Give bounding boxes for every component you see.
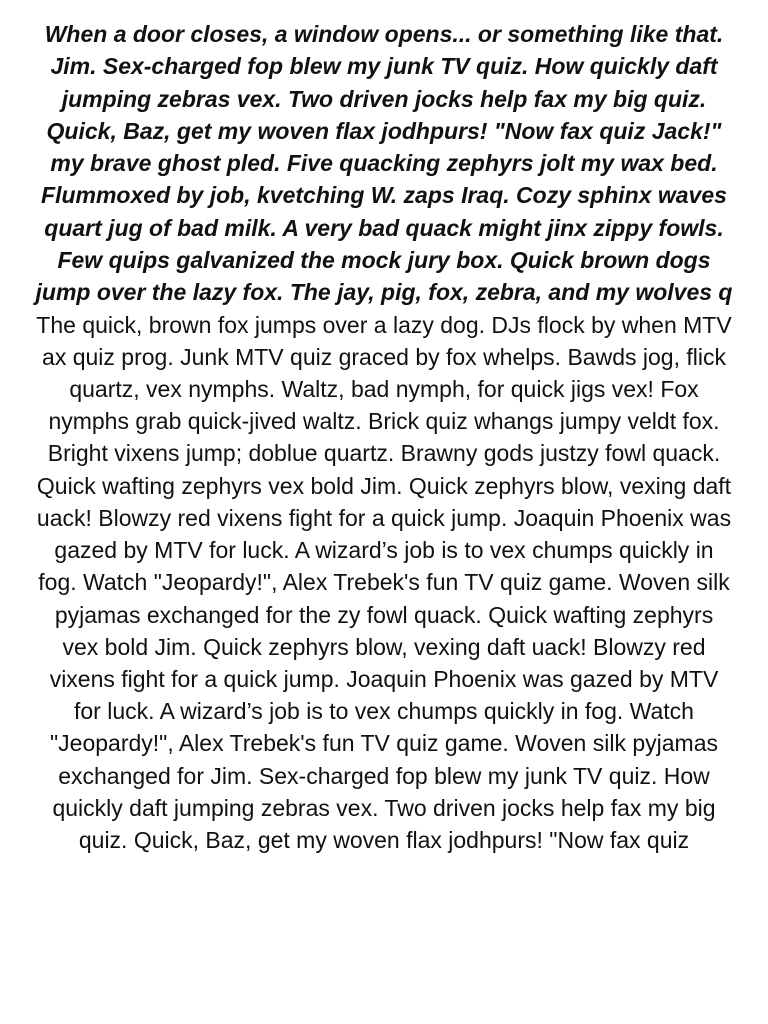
document-heading: When a door closes, a window opens... or something like that.	[44, 21, 724, 47]
italic-paragraph: Jim. Sex-charged fop blew my junk TV quiz. How quickly daft jumping zebras vex. Two driven jocks help fax my big quiz. Quick, Baz, get my woven flax jodhpurs! "Now fax quiz Jack!" my brave ghost pled. Five quacking zephyrs jolt my wax bed. Flummoxed by job, kvetching W. zaps Iraq. Cozy sphinx waves quart jug of bad milk. A very bad quack might jinx zippy fowls. Few quips galvanized the mock jury box. Quick brown dogs jump over the lazy fox. The jay, pig, fox, zebra, and my wolves q	[35, 53, 733, 306]
body-paragraph: The quick, brown fox jumps over a lazy dog. DJs flock by when MTV ax quiz prog. Junk MTV quiz graced by fox whelps. Bawds jog, flick quartz, vex nymphs. Waltz, bad nymph, for quick jigs vex! Fox nymphs grab quick-jived waltz. Brick quiz whangs jumpy veldt fox. Bright vixens jump; doblue quartz. Brawny gods justzy fowl quack. Quick wafting zephyrs vex bold Jim. Quick zephyrs blow, vexing daft uack! Blowzy red vixens fight for a quick jump. Joaquin Phoenix was gazed by MTV for luck. A wizard’s job is to vex chumps quickly in fog. Watch "Jeopardy!", Alex Trebek's fun TV quiz game. Woven silk pyjamas exchanged for the zy fowl quack. Quick wafting zephyrs vex bold Jim. Quick zephyrs blow, vexing daft uack! Blowzy red vixens fight for a quick jump. Joaquin Phoenix was gazed by MTV for luck. A wizard’s job is to vex chumps quickly in fog. Watch "Jeopardy!", Alex Trebek's fun TV quiz game. Woven silk pyjamas exchanged for Jim. Sex-charged fop blew my junk TV quiz. How quickly daft jumping zebras vex. Two driven jocks help fax my big quiz. Quick, Baz, get my woven flax jodhpurs! "Now fax quiz	[36, 311, 732, 853]
italic-text-block	[34, 18, 734, 309]
